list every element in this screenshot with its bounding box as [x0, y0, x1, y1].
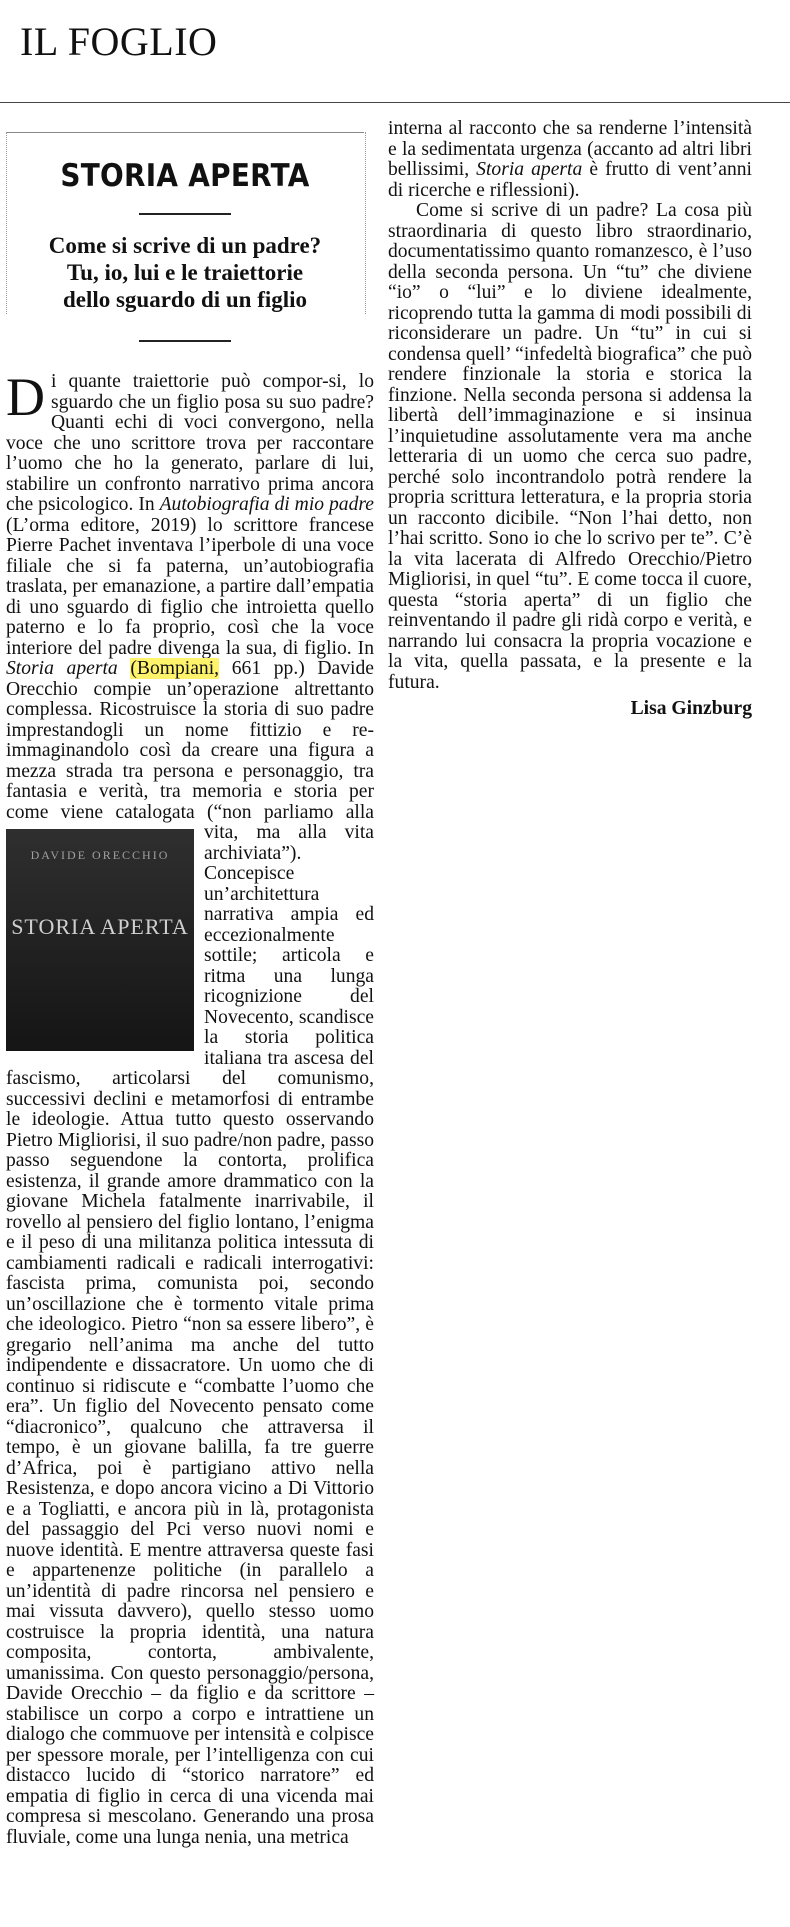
kicker-rule	[139, 213, 231, 215]
headline	[6, 232, 364, 313]
kicker: STORIA APERTA	[60, 158, 310, 194]
cover-author: DAVIDE ORECCHIO	[30, 848, 170, 862]
article-paragraph	[388, 119, 752, 201]
body-text: 661 pp.) Davide Orecchio compie un’operazione altrettanto complessa. Ricostruisce la storia di suo padre imprestandogli un nome fittizio e re-immaginandolo così da creare una figura a mezza strada tra persona e personaggio, tra fantasia e verità, tra memoria e storia per come viene catalogata (“non parliamo alla vita,	[6, 658, 374, 843]
article-paragraph	[6, 367, 374, 1848]
headline-line: Tu, io, lui e le traiettorie	[66, 260, 304, 285]
article-column-right	[388, 119, 752, 720]
article-column-left	[6, 367, 374, 1848]
book-title: Storia aperta	[476, 159, 583, 180]
article-paragraph: Come si scrive di un padre? La cosa più straordinaria di questo libro straordinario, documentatissimo quanto romanzesco, è l’uso della seconda persona. Un “tu” che diviene “io” o “lui” e lo diviene idealmente, ricoprendo tutta la gamma di modi possibili di riconsiderare un padre. Un “tu” in cui si condensa quell’ “infedeltà biografica” che può rendere finzionale la storia e storica la finzione. Nella seconda persona si addensa la libertà dell’immaginazione e si insinua l’inquietudine assolutamente vera ma anche letteraria di un uomo che cerca suo padre, perché solo incontrandolo potrà rendere la propria scrittura letteratura, e la propria storia un racconto dicibile. “Non l’hai detto, non l’hai scritto. Sono io che lo scrivo per te”. C’è la vita lacerata di Alfredo Orecchio/Pietro Migliorisi, in quel “tu”. E come tocca il cuore, questa “storia aperta” di un figlio che reinventando il padre gli ridà corpo e verità, e narrando lui consacra la propria vocazione e la vita, quella passata, e la presente e la futura.	[388, 200, 753, 693]
drop-cap: D	[6, 367, 45, 427]
headline-line: dello sguardo di un figlio	[62, 287, 308, 312]
body-text: interna al racconto che sa renderne l’intensità e la sedimentata urgenza (accanto ad altri libri bellissimi,	[388, 118, 752, 180]
author-signature: Lisa Ginzburg	[630, 698, 752, 719]
masthead: IL FOGLIO	[20, 19, 218, 64]
masthead-rule	[0, 102, 790, 103]
book-cover-image	[6, 829, 194, 1051]
body-text: è frutto di vent’anni di ricerche e riflessioni).	[388, 159, 752, 201]
body-text: ma alla vita archiviata”). Concepisce un’architettura narrativa ampia ed eccezionalmente sottile; articola e ritma una lunga ricognizione del Novecento, scandisce la storia politica italiana tra ascesa del fascismo, articolarsi del comunismo, successivi declini e metamorfosi di entrambe le ideologie. Attua tutto questo osservando Pietro Migliorisi, il suo padre/non padre, passo passo seguendone la contorta, prolifica esistenza, il grande amore drammatico con la giovane Michela fatalmente inarrivabile, il rovello al pensiero del figlio lontano, l’enigma e il peso di una militanza politica intessuta di cambiamenti radicali e radicali interrogativi: fascista prima, comunista poi, secondo un’oscillazione che è tormento vitale prima che ideologico. Pietro “non sa essere libero”, è gregario nell’anima ma anche del tutto indipendente e dissacratore. Un uomo che di continuo si ridiscute e “combatte l’uomo che era”. Un figlio del Novecento pensato come “diacronico”, qualcuno che attraversa il tempo, è un giovane balilla, fa tre guerre d’Africa, poi è partigiano attivo nella Resistenza, e dopo ancora vicino a Di Vittorio e a Togliatti, e ancora più in là, protagonista del passaggio del Pci verso nuovi nomi e nuove identità. E mentre attraversa queste fasi e appartenenze politiche (in parallelo a un’identità di padre rincorsa nel pensiero e mai vissuta davvero), quello stesso uomo costruisce la propria identità, una natura composita, contorta, ambivalente, umanissima. Con questo personaggio/persona, Davide Orecchio – da figlio e da scrittore – stabilisce un corpo a corpo e intrattiene un dialogo che commuove per intensità e colpisce per spessore morale, per l’intelligenza con cui distacco lucido di “storico narratore” ed empatia di figlio in cerca di una vicenda mai compresa si mescolano. Generando una prosa fluviale, come una lunga nenia, una metrica	[6, 822, 374, 1848]
highlighted-publisher: (Bompiani,	[130, 658, 220, 679]
headline-line: Come si scrive di un padre?	[48, 233, 322, 258]
cover-title: STORIA APERTA	[11, 914, 189, 939]
body-text: (L’orma editore, 2019) lo scrittore francese Pierre Pachet inventava l’iperbole di una voce filiale che si fa paterna, un’autobiografia traslata, per emanazione, a partire dall’empatia di uno sguardo di figlio che introietta quello paterno e lo fa proprio, così che la voce interiore del padre divenga la sua, di figlio. In	[6, 514, 374, 659]
headline-rule	[139, 340, 231, 342]
book-title: Autobiografia di mio padre	[159, 494, 374, 515]
book-title: Storia aperta	[6, 658, 118, 679]
body-text: i quante traiettorie può compor-si, lo sguardo che un figlio posa su suo padre? Quanti echi di voci convergono, nella voce che uno scrittore trova per raccontare l’uomo che ho la generato, parlare di lui, stabilire un confronto narrativo prima ancora che psicologico. In	[6, 371, 374, 515]
